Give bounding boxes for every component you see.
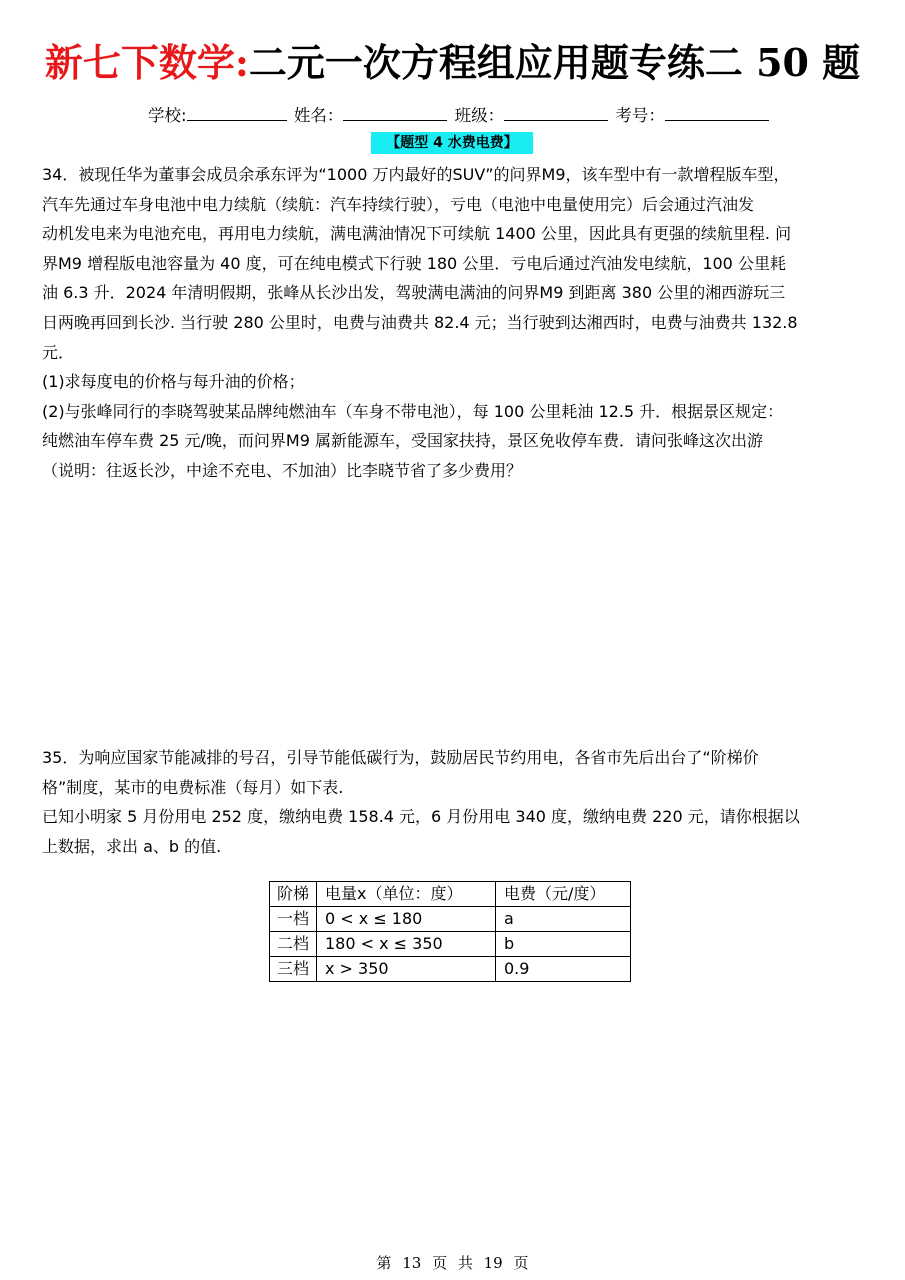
title-main: 二元一次方程组应用题专练二 50 题 (248, 40, 861, 85)
class-blank[interactable] (504, 104, 608, 121)
q34-line: 汽车先通过车身电池中电力续航（续航：汽车持续行驶），亏电（电池中电量使用完）后会通过汽油发 (42, 194, 755, 214)
table-header-row (270, 882, 631, 907)
class-label: 班级： (454, 106, 505, 125)
q34-line: 日两晚再回到长沙. 当行驶 280 公里时，电费与油费共 82.4 元；当行驶到达湘西时，电费与油费共 132.8 (42, 312, 798, 332)
page-title (0, 38, 905, 88)
table-row (270, 932, 631, 957)
school-blank[interactable] (187, 104, 287, 121)
section-tag: 【题型 4 水费电费】 (371, 132, 533, 154)
table-cell: 一档 (270, 907, 317, 932)
table-cell: 180 < x ≤ 350 (317, 932, 496, 957)
table-cell: a (496, 907, 631, 932)
table-row (270, 957, 631, 982)
table-cell: 0.9 (496, 957, 631, 982)
table-cell: 0 < x ≤ 180 (317, 907, 496, 932)
name-label: 姓名： (293, 106, 344, 125)
q34-part-1: (1)求每度电的价格与每升油的价格； (42, 372, 305, 392)
table-cell: 二档 (270, 932, 317, 957)
q34-line: 34．被现任华为董事会成员余承东评为“1000 万内最好的SUV”的问界M9，该车型中有一款增程版车型， (42, 165, 790, 184)
q34-line: 元． (42, 342, 75, 362)
q34-line: （说明：往返长沙，中途不充电、不加油）比李晓节省了多少费用？ (42, 460, 523, 480)
student-info-line (148, 104, 771, 128)
name-blank[interactable] (343, 104, 447, 121)
number-label: 考号： (615, 106, 665, 125)
electricity-fee-table (269, 881, 631, 982)
q34-line: 油 6.3 升．2024 年清明假期，张峰从长沙出发，驾驶满电满油的问界M9 到距离 380 公里的湘西游玩三 (42, 283, 786, 303)
school-label: 学校: (148, 106, 187, 125)
q35-line: 已知小明家 5 月份用电 252 度，缴纳电费 158.4 元，6 月份用电 340 度，缴纳电费 220 元，请你根据以 (42, 807, 800, 827)
question-34 (42, 160, 864, 486)
table-header-cell: 阶梯 (270, 882, 317, 907)
q34-line: 纯燃油车停车费 25 元/晚，而问界M9 属新能源车，受国家扶持，景区免收停车费．请问张峰这次出游 (42, 431, 763, 451)
q35-line: 上数据，求出 a、b 的值. (42, 836, 222, 856)
title-prefix: 新七下数学: (44, 40, 249, 85)
q35-line: 35．为响应国家节能减排的号召，引导节能低碳行为，鼓励居民节约用电，各省市先后出台了“阶梯价 (42, 748, 759, 767)
question-35 (42, 743, 864, 861)
number-blank[interactable] (665, 104, 769, 121)
table-cell: 三档 (270, 957, 317, 982)
table-cell: b (496, 932, 631, 957)
q34-line: 界M9 增程版电池容量为 40 度，可在纯电模式下行驶 180 公里．亏电后通过汽油发电续航，100 公里耗 (42, 253, 786, 273)
table-header-cell: 电费（元/度） (496, 882, 631, 907)
q34-line: 动机发电来为电池充电，再用电力续航，满电满油情况下可续航 1400 公里，因此具有更强的续航里程. 问 (42, 224, 792, 244)
page-number: 第 13 页 共 19 页 (376, 1254, 529, 1272)
table-header-cell: 电量x（单位：度） (317, 882, 496, 907)
q35-line: 格”制度，某市的电费标准（每月）如下表. (42, 777, 344, 797)
table-row (270, 907, 631, 932)
q34-part-2: (2)与张峰同行的李晓驾驶某品牌纯燃油车（车身不带电池），每 100 公里耗油 12.5 升．根据景区规定： (42, 401, 784, 421)
table-cell: x > 350 (317, 957, 496, 982)
